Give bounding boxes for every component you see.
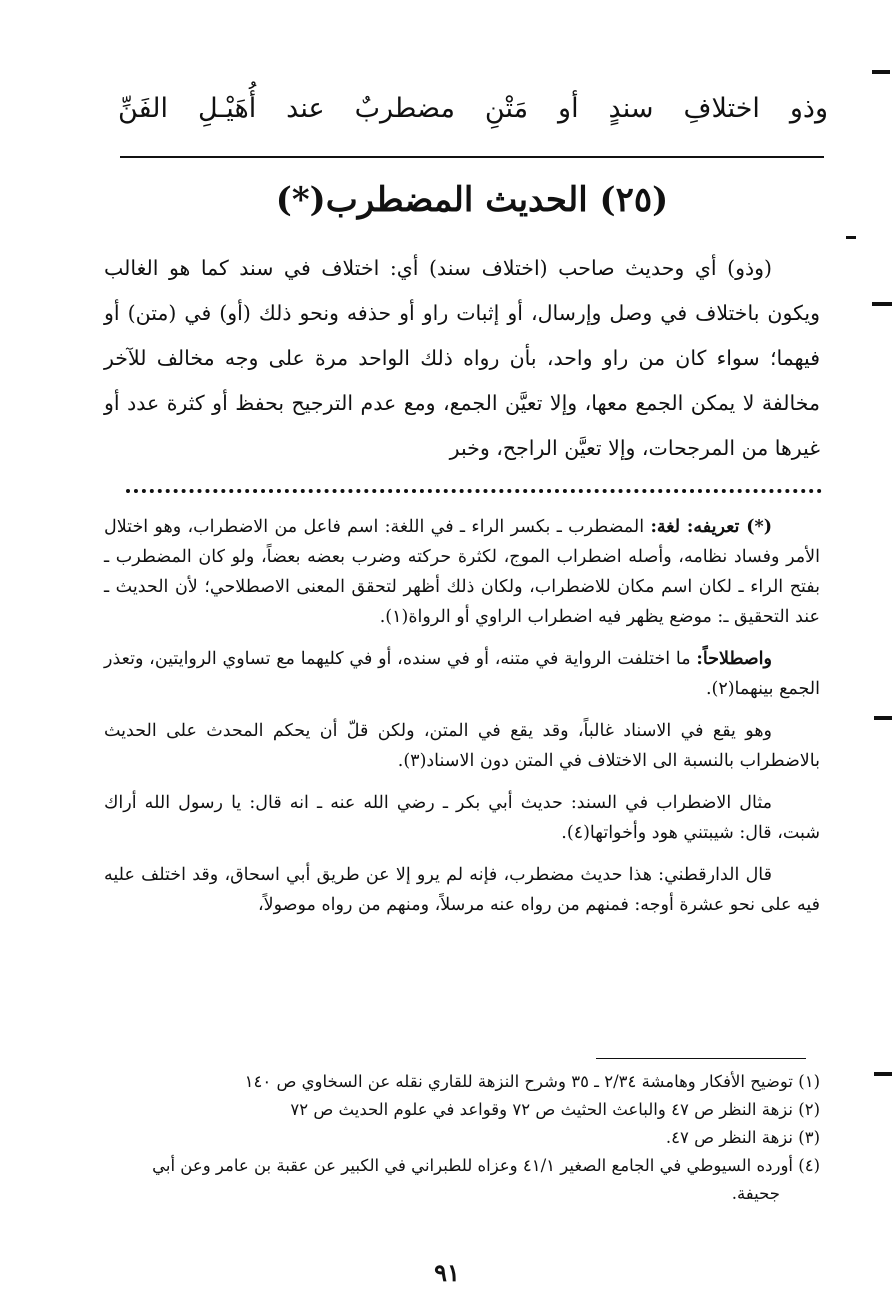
verse-word: سندٍ <box>608 92 654 124</box>
occurrence-paragraph: وهو يقع في الاسناد غالباً، وقد يقع في المتن، ولكن قلّ أن يحكم المحدث على الحديث بالاضطراب بالنسبة الى الاختلاف في المتن دون الاسناد(٣). <box>104 721 820 771</box>
footnotes <box>120 1068 820 1208</box>
footnote-divider <box>596 1058 806 1059</box>
verse-word: أُهَيْـلِ <box>197 92 257 124</box>
verse-word: مَتْنِ <box>484 92 529 124</box>
verse-word: عند <box>286 92 325 124</box>
footnote: (٤) أورده السيوطي في الجامع الصغير ٤١/١ وعزاه للطبراني في الكبير عن عقبة بن عامر وعن أبي <box>152 1156 820 1175</box>
footnote: (٣) نزهة النظر ص ٤٧. <box>665 1128 820 1147</box>
verse-line <box>118 84 828 132</box>
scan-edge-mark <box>846 236 856 239</box>
footnote-continuation: جحيفة. <box>731 1184 780 1203</box>
dotted-separator <box>126 489 822 493</box>
example-paragraph: مثال الاضطراب في السند: حديث أبي بكر ـ رضي الله عنه ـ انه قال: يا رسول الله أراك شبت، قال: شيبتني هود وأخواتها(٤). <box>104 793 820 843</box>
footnote: (٢) نزهة النظر ص ٤٧ والباعث الحثيث ص ٧٢ وقواعد في علوم الحديث ص ٧٢ <box>290 1100 820 1119</box>
daraqutni-paragraph: قال الدارقطني: هذا حديث مضطرب، فإنه لم يرو إلا عن طريق أبي اسحاق، وقد اختلف عليه فيه على نحو عشرة أوجه: فمنهم من رواه عنه مرسلاً، ومنهم من رواه موصولاً، <box>104 865 820 915</box>
term-label: واصطلاحاً: <box>696 649 772 669</box>
term-paragraph <box>104 644 820 704</box>
scan-edge-mark <box>874 1072 892 1076</box>
verse-word: اختلافِ <box>683 92 760 124</box>
scan-edge-mark <box>874 716 892 720</box>
verse-word: الفَنِّ <box>118 92 168 124</box>
definition-text: المضطرب ـ بكسر الراء ـ في اللغة: اسم فاعل من الاضطراب، وهو اختلال الأمر وفساد نظامه، وأصله اضطراب الموج، لكثرة حركته وضرب بعضه بعضاً، ولو كان المضطرب ـ بفتح الراء ـ لكان اسم مكان للاضطراب، ولكان ذلك أظهر لتحقق المعنى الاصطلاحي؛ لأن الحديث ـ عند التحقيق ـ: موضع يظهر فيه اضطراب الراوي أو الرواة(١). <box>104 517 820 627</box>
footnote: (١) توضيح الأفكار وهامشة ٢/٣٤ ـ ٣٥ وشرح النزهة للقاري نقله عن السخاوي ص ١٤٠ <box>244 1072 820 1091</box>
verse-word: مضطربٌ <box>354 92 455 124</box>
verse-word: أو <box>558 92 579 124</box>
page-number: ٩١ <box>434 1258 460 1287</box>
verse-divider <box>120 156 824 158</box>
verse-word: وذو <box>789 92 828 124</box>
commentary-paragraph: (وذو) أي وحديث صاحب (اختلاف سند) أي: اختلاف في سند كما هو الغالب ويكون باختلاف في وصل وإرسال، أو إثبات راو أو حذفه ونحو ذلك (أو) في (متن) أو فيهما؛ سواء كان من راو واحد، بأن رواه ذلك الواحد مرة على وجه مخالف للآخر مخالفة لا يمكن الجمع معها، وإلا تعيَّن الجمع، ومع عدم الترجيح بحفظ أو كثرة عدد أو غيرها من المرجحات، وإلا تعيَّن الراجح، وخبر <box>104 256 820 460</box>
scan-edge-mark <box>872 70 890 74</box>
scan-edge-mark <box>872 302 892 306</box>
definition-notes <box>104 512 820 932</box>
term-text: ما اختلفت الرواية في متنه، أو في سنده، أو في كليهما مع تساوي الروايتين، وتعذر الجمع بينهما(٢). <box>104 649 820 699</box>
main-commentary <box>104 246 820 471</box>
definition-label: (*) تعريفه: لغة: <box>650 517 772 537</box>
chapter-title: (٢٥) الحديث المضطرب(*) <box>275 180 669 220</box>
definition-paragraph <box>104 512 820 632</box>
